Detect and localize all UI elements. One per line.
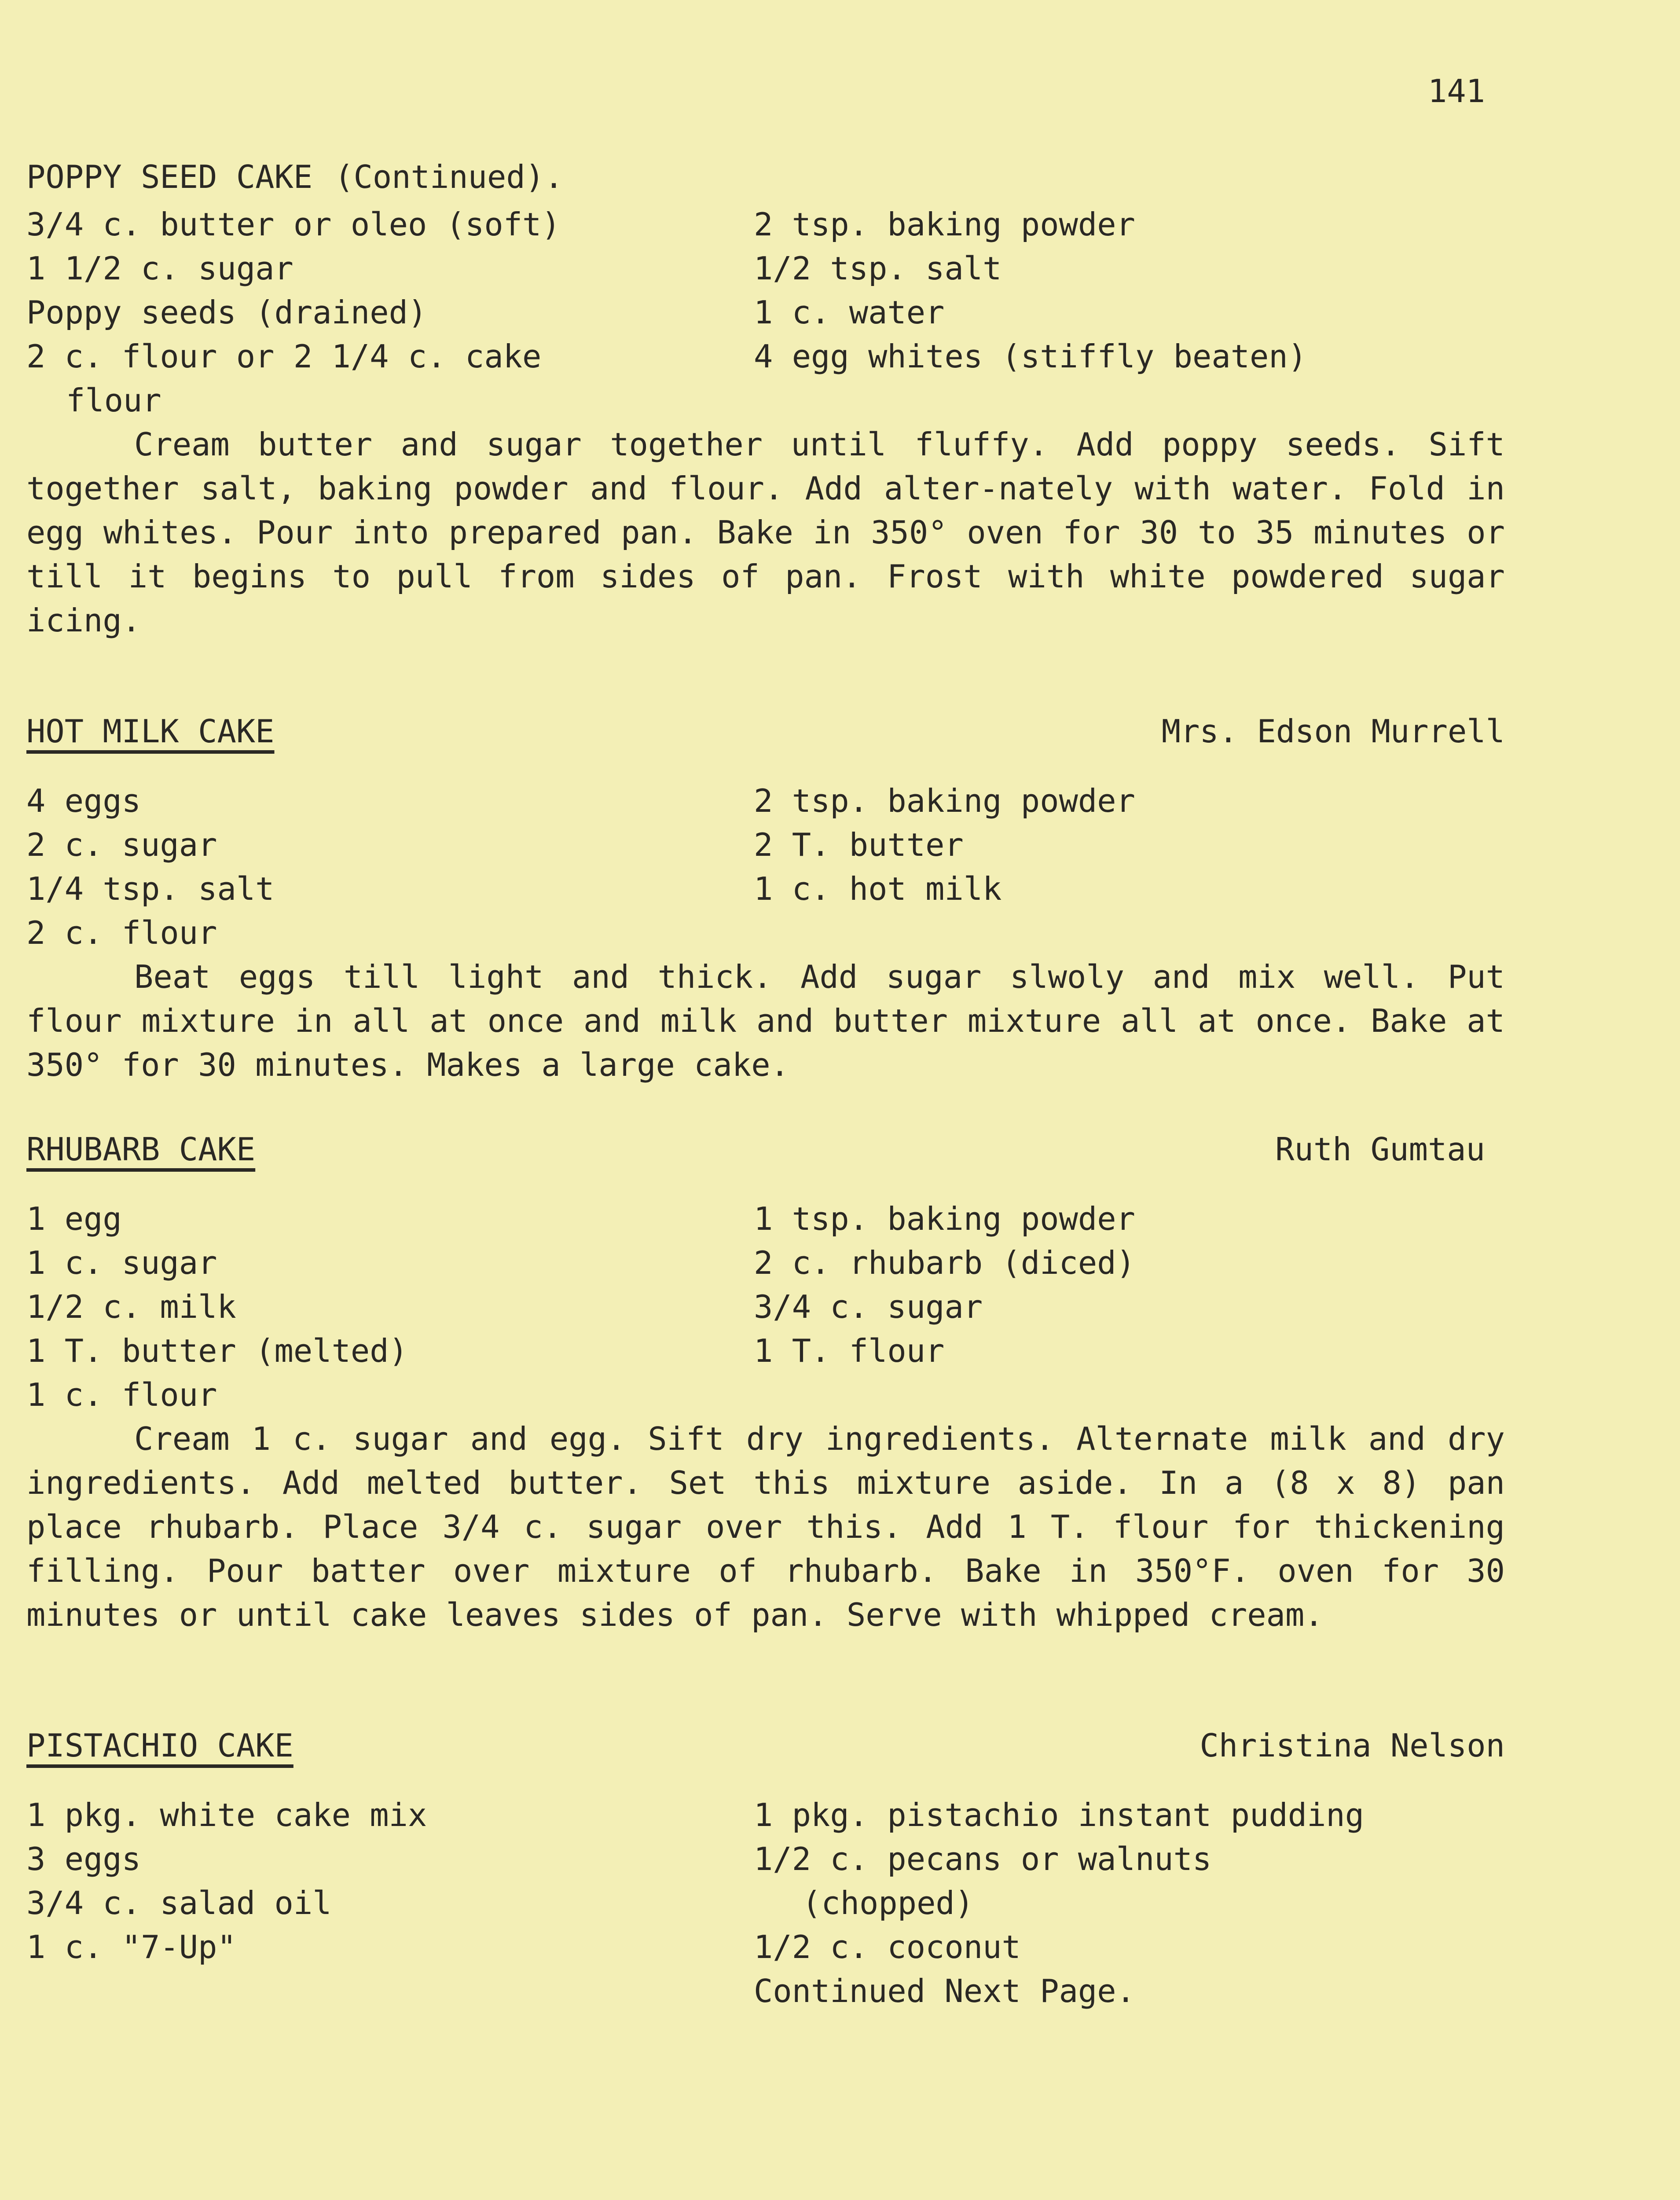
recipe-title: RHUBARB CAKE bbox=[26, 1131, 256, 1168]
ingredient-item: 3/4 c. butter or oleo (soft) bbox=[26, 206, 561, 243]
ingredient-item: Poppy seeds (drained) bbox=[26, 294, 427, 331]
ingredient-item: 4 egg whites (stiffly beaten) bbox=[754, 338, 1307, 375]
recipe-hot-milk-cake bbox=[26, 713, 1505, 1087]
ingredient-item: 1 tsp. baking powder bbox=[754, 1200, 1135, 1237]
ingredient-item: 3/4 c. salad oil bbox=[26, 1885, 332, 1921]
ingredient-item: 3/4 c. sugar bbox=[754, 1288, 983, 1325]
recipe-subtitle: (Continued). bbox=[334, 158, 564, 195]
ingredient-item: 1 T. butter (melted) bbox=[26, 1332, 408, 1369]
ingredient-item: 1/2 tsp. salt bbox=[754, 250, 1002, 287]
ingredient-item: 1 c. "7-Up" bbox=[26, 1929, 236, 1965]
ingredient-list bbox=[26, 1793, 1505, 2013]
ingredient-item: 1 c. flour bbox=[26, 1376, 217, 1413]
ingredient-list bbox=[26, 779, 1505, 955]
ingredient-item: 2 c. flour bbox=[26, 914, 217, 951]
ingredient-list bbox=[26, 202, 1505, 422]
ingredient-item: 1 c. hot milk bbox=[754, 870, 1002, 907]
recipe-title: POPPY SEED CAKE bbox=[26, 158, 313, 195]
recipe-author: Ruth Gumtau bbox=[1275, 1131, 1485, 1168]
recipe-directions: Beat eggs till light and thick. Add sugar slwoly and mix well. Put flour mixture in all at once and milk and butter mixture all at once. Bake at 350° for 30 minutes. Makes a large cake. bbox=[26, 958, 1505, 1083]
ingredient-item: 1 egg bbox=[26, 1200, 122, 1237]
ingredient-item: 1 T. flour bbox=[754, 1332, 945, 1369]
ingredient-item: 2 c. sugar bbox=[26, 826, 217, 863]
ingredient-item: 1 c. water bbox=[754, 294, 945, 331]
ingredient-item: 1/2 c. pecans or walnuts bbox=[754, 1841, 1212, 1877]
recipe-author: Christina Nelson bbox=[1199, 1727, 1505, 1764]
ingredient-item: 1 c. sugar bbox=[26, 1244, 217, 1281]
recipe-poppy-seed-cake bbox=[26, 158, 1505, 642]
ingredient-item: 2 tsp. baking powder bbox=[754, 206, 1135, 243]
recipe-rhubarb-cake bbox=[26, 1131, 1505, 1637]
ingredient-item: 2 c. flour or 2 1/4 c. cake bbox=[26, 338, 542, 375]
ingredient-item: 2 tsp. baking powder bbox=[754, 782, 1135, 819]
ingredient-item: 2 c. rhubarb (diced) bbox=[754, 1244, 1135, 1281]
recipe-title: HOT MILK CAKE bbox=[26, 713, 275, 750]
recipe-directions: Cream 1 c. sugar and egg. Sift dry ingredients. Alternate milk and dry ingredients. Add melted butter. Set this mixture aside. In a (8 x 8) pan place rhubarb. Place 3/4 c. sugar over this. Add 1 T. flour for thickening filling. Pour batter over mixture of rhubarb. Bake in 350°F. oven for 30 minutes or until cake leaves sides of pan. Serve with whipped cream. bbox=[26, 1420, 1505, 1633]
continued-note: Continued Next Page. bbox=[754, 1973, 1135, 2009]
ingredient-item: 1/2 c. coconut bbox=[754, 1929, 1021, 1965]
recipe-title: PISTACHIO CAKE bbox=[26, 1727, 293, 1764]
ingredient-item: 3 eggs bbox=[26, 1841, 141, 1877]
ingredient-item: 2 T. butter bbox=[754, 826, 964, 863]
ingredient-item: flour bbox=[66, 382, 161, 419]
recipe-pistachio-cake bbox=[26, 1727, 1505, 2013]
ingredient-list bbox=[26, 1197, 1505, 1417]
page-number: 141 bbox=[1428, 73, 1486, 110]
ingredient-item: 1 pkg. white cake mix bbox=[26, 1797, 427, 1833]
recipe-directions: Cream butter and sugar together until fluffy. Add poppy seeds. Sift together salt, baking powder and flour. Add alter-nately with water. Fold in egg whites. Pour into prepared pan. Bake in 350° oven for 30 to 35 minutes or till it begins to pull from sides of pan. Frost with white powdered sugar icing. bbox=[26, 426, 1505, 639]
ingredient-item: (chopped) bbox=[802, 1885, 974, 1921]
ingredient-item: 1 pkg. pistachio instant pudding bbox=[754, 1797, 1365, 1833]
ingredient-item: 1/4 tsp. salt bbox=[26, 870, 275, 907]
ingredient-item: 1 1/2 c. sugar bbox=[26, 250, 293, 287]
recipe-author: Mrs. Edson Murrell bbox=[1161, 713, 1505, 750]
ingredient-item: 1/2 c. milk bbox=[26, 1288, 236, 1325]
ingredient-item: 4 eggs bbox=[26, 782, 141, 819]
